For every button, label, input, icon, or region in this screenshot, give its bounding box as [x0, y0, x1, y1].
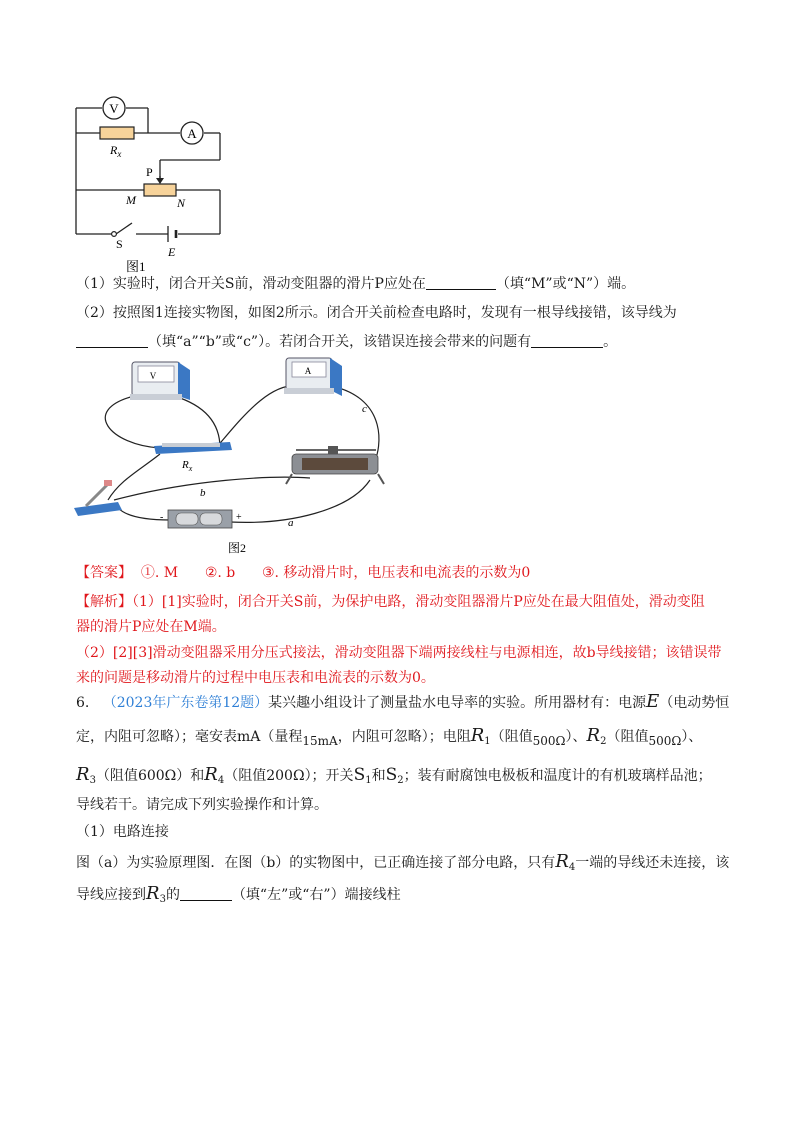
question-6-para-line-1: 图（a）为实验原理图．在图（b）的实物图中，已正确连接了部分电路，只有$R_4$一端的导线还未连接，该: [76, 851, 730, 873]
svg-text:A: A: [187, 126, 197, 141]
svg-text:Rx: $R_x$: [182, 459, 193, 473]
wire-v-to-rx: [105, 396, 160, 448]
svg-text:图2: 图2: [228, 541, 247, 555]
svg-text:b: b: [200, 487, 206, 499]
answer-blank-4[interactable]: [180, 886, 232, 901]
question-1: （1）实验时，闭合开关S前，滑动变阻器的滑片P应处在 （填“M”或“N”）端。: [76, 276, 636, 292]
resistor-rx-device: [154, 442, 232, 473]
svg-text:a: a: [288, 517, 294, 529]
resistor-rx-symbol: [100, 127, 134, 139]
wire-c: [332, 386, 379, 460]
answer-line: 【答案】 ①. M ②. b ③. 移动滑片时，电压表和电流表的示数为0: [76, 565, 531, 581]
question-source: （2023年广东卷第12题）: [102, 695, 269, 711]
analysis-line-3: （2）[2][3]滑动变阻器采用分压式接法，滑动变阻器下端两接线柱与电源相连，故b导线接错；该错误带: [76, 645, 722, 661]
question-6-line-3: $R_3$（阻值600Ω）和$R_4$（阻值200Ω）；开关$S_1$和$S_2$；装有耐腐蚀电极板和温度计的有机玻璃样品池；: [76, 764, 712, 786]
svg-text:N: N: [177, 196, 186, 210]
svg-text:E: E: [168, 245, 176, 259]
svg-text:图1: 图1: [126, 259, 146, 274]
figure-2-physical-circuit: [70, 350, 400, 560]
svg-text:-: -: [160, 512, 164, 523]
svg-text:M: M: [126, 193, 136, 207]
answer-blank-3[interactable]: [531, 333, 603, 348]
wire-a: [230, 480, 370, 522]
wire-b: [114, 477, 310, 500]
question-number: 6.: [76, 695, 90, 711]
svg-text:V: V: [109, 101, 119, 116]
analysis-line-2: 器的滑片P应处在M端。: [76, 619, 226, 635]
switch-device: [74, 480, 122, 516]
answer-blank-2[interactable]: [76, 333, 148, 348]
ammeter-device: [284, 358, 342, 396]
question-2-line-2: （填“a”“b”或“c”）。若闭合开关，该错误连接会带来的问题有 。: [76, 332, 617, 352]
svg-text:A: A: [304, 366, 312, 376]
voltmeter-device: [130, 362, 190, 400]
svg-text:S: S: [116, 237, 123, 251]
answer-blank-1[interactable]: [426, 275, 496, 290]
svg-text:V: V: [149, 371, 157, 381]
wire-rx-to-a: [216, 385, 302, 448]
question-6-line-4: 导线若干。请完成下列实验操作和计算。: [76, 797, 328, 813]
svg-text:c: c: [362, 403, 367, 415]
rheostat-symbol: [144, 184, 176, 196]
question-6-line-2: 定，内阻可忽略）；毫安表mA（量程15mA，内阻可忽略）；电阻$R_1$（阻值500Ω）、$R_2$（阻值500Ω）、: [76, 725, 703, 748]
rheostat-device: [286, 446, 384, 484]
svg-text:+: +: [236, 512, 242, 523]
question-6-para-line-2: 导线应接到$R_3$的 （填“左”或“右”）端接线柱: [76, 883, 401, 905]
analysis-line-1: 【解析】（1）[1]实验时，闭合开关S前，为保护电路，滑动变阻器滑片P应处在最大阻值处，滑动变阻: [76, 594, 705, 610]
question-6-subheading: （1）电路连接: [76, 824, 169, 840]
question-6-line-1: 6. （2023年广东卷第12题）某兴趣小组设计了测量盐水电导率的实验。所用器材有：电源E（电动势恒: [76, 691, 730, 712]
analysis-line-4: 来的问题是移动滑片的过程中电压表和电流表的示数为0。: [76, 670, 435, 686]
svg-text:P: P: [146, 165, 153, 179]
wire-rx-to-switch: [108, 454, 160, 500]
svg-text:Rx: $R_x$: [110, 143, 122, 159]
battery-device: [160, 510, 242, 528]
question-2-line-1: （2）按照图1连接实物图，如图2所示。闭合开关前检查电路时，发现有一根导线接错，该导线为: [76, 305, 677, 321]
figure-1-circuit: [60, 90, 240, 275]
